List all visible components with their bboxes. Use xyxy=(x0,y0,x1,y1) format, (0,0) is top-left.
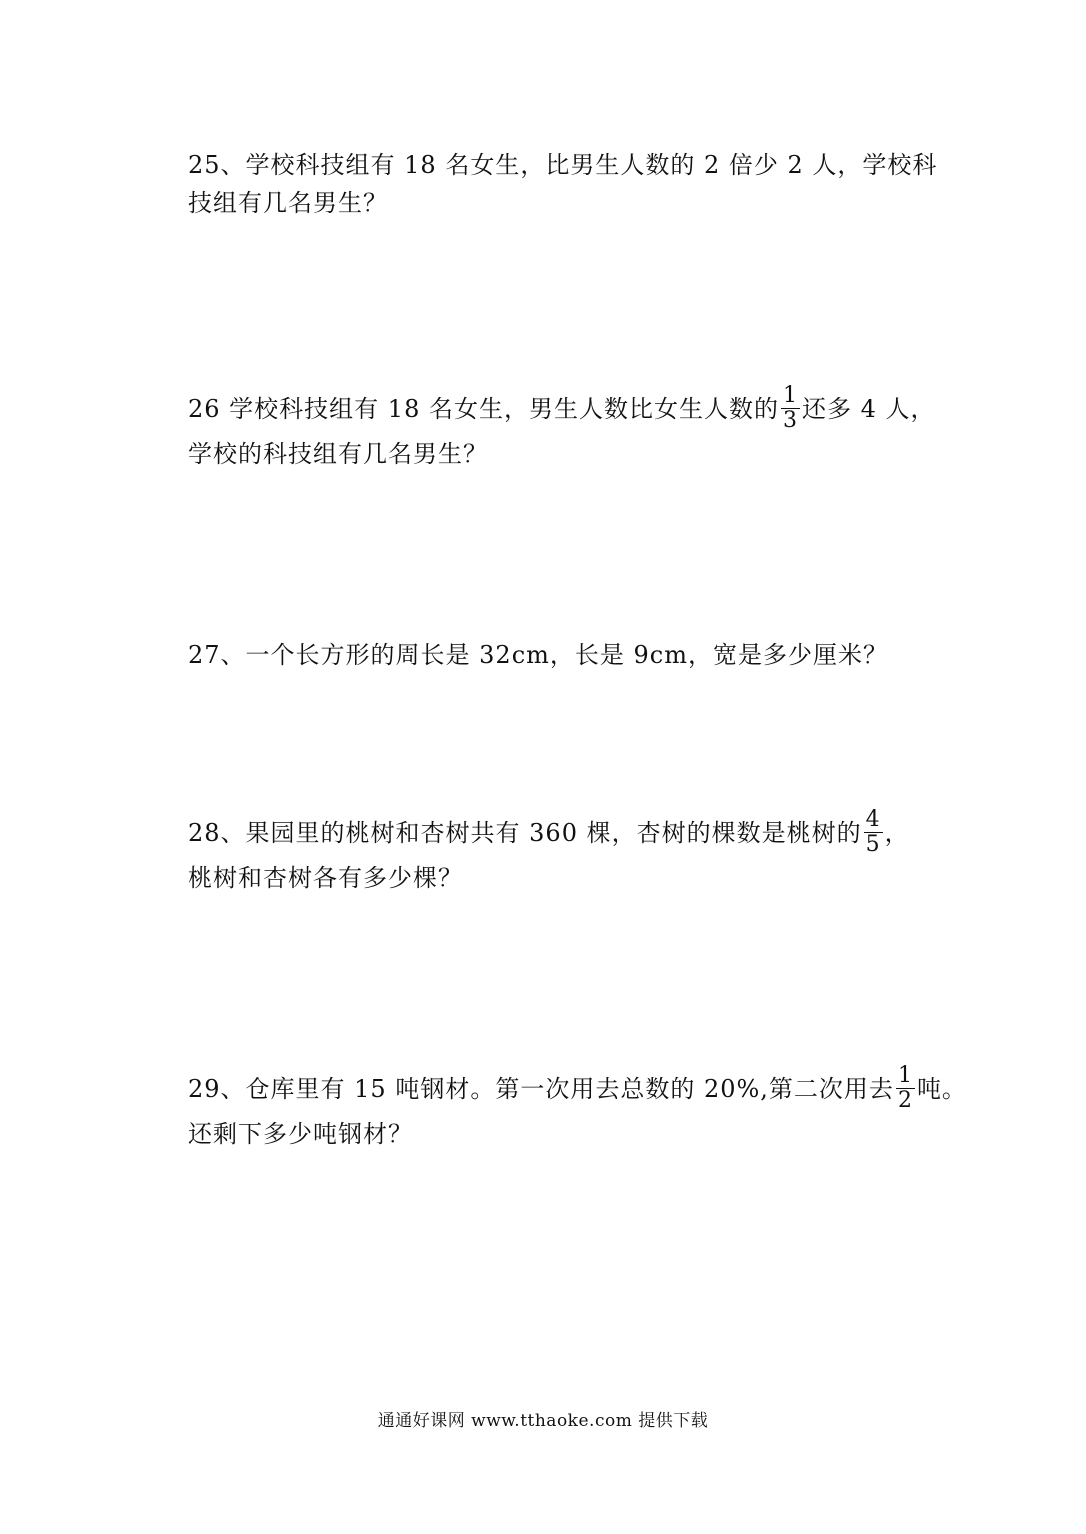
question-26-line-2: 学校的科技组有几名男生？ xyxy=(188,440,488,468)
question-26 xyxy=(188,383,936,473)
question-26-text-after: 还多 4 人， xyxy=(801,395,936,423)
question-28-text-before: 28、果园里的桃树和杏树共有 360 棵，杏树的棵数是桃树的 xyxy=(188,819,862,847)
fraction-denominator: 2 xyxy=(897,1088,913,1113)
question-25-line-1: 25、学校科技组有 18 名女生，比男生人数的 2 倍少 2 人，学校科 xyxy=(188,151,938,179)
question-29 xyxy=(188,1063,967,1153)
page-footer: 通通好课网 www.tthaoke.com 提供下载 xyxy=(377,1411,709,1431)
question-28-line-2: 桃树和杏树各有多少棵？ xyxy=(188,864,463,892)
question-28 xyxy=(188,807,910,897)
question-29-text-before: 29、仓库里有 15 吨钢材。第一次用去总数的 20%,第二次用去 xyxy=(188,1075,894,1103)
question-27-line-1: 27、一个长方形的周长是 32cm，长是 9cm，宽是多少厘米？ xyxy=(188,641,889,669)
fraction-four-fifths xyxy=(864,808,883,857)
question-26-line-1 xyxy=(188,383,936,435)
question-28-line-1 xyxy=(188,807,910,859)
question-29-line-1 xyxy=(188,1063,967,1115)
question-29-line-2: 还剩下多少吨钢材？ xyxy=(188,1120,413,1148)
fraction-numerator: 1 xyxy=(782,383,798,408)
question-26-text-before: 26 学校科技组有 18 名女生，男生人数比女生人数的 xyxy=(188,395,779,423)
question-28-text-after: ， xyxy=(884,819,910,847)
fraction-numerator: 1 xyxy=(897,1063,913,1088)
fraction-one-half xyxy=(896,1064,915,1113)
fraction-denominator: 5 xyxy=(865,832,881,857)
question-25 xyxy=(188,146,938,222)
question-25-line-2: 技组有几名男生？ xyxy=(188,189,388,217)
fraction-one-third xyxy=(781,384,800,433)
question-29-text-after: 吨。 xyxy=(916,1075,967,1103)
fraction-denominator: 3 xyxy=(782,408,798,433)
fraction-numerator: 4 xyxy=(865,807,881,832)
question-27 xyxy=(188,636,908,674)
